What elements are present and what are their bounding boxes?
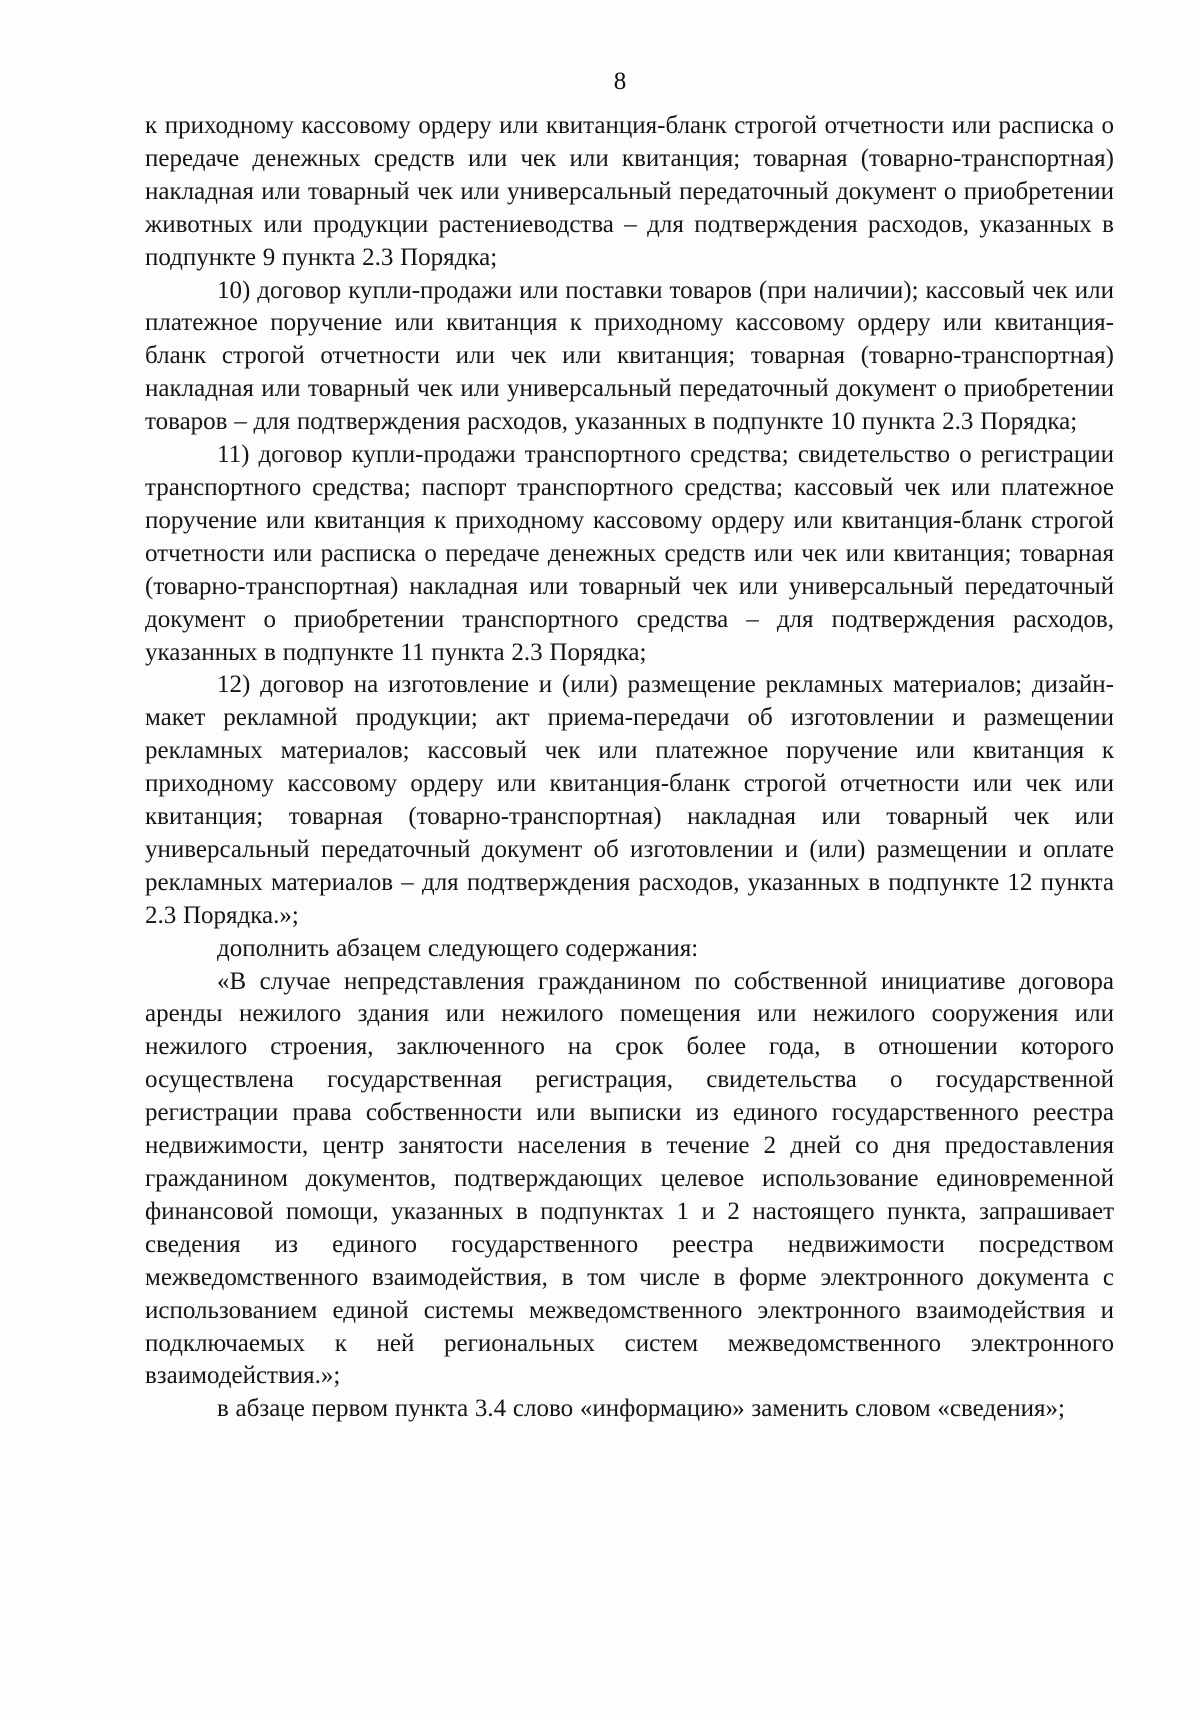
page-number: 8 [613, 68, 627, 95]
document-body [145, 110, 1114, 1426]
paragraph-amendment-intro: дополнить абзацем следующего содержания: [217, 934, 699, 962]
paragraph-point-3-4: в абзаце первом пункта 3.4 слово «информацию» заменить словом «сведения»; [217, 1395, 1065, 1423]
paragraph-continuation: к приходному кассовому ордеру или квитанция-бланк строгой отчетности или расписка о передаче денежных средств или чек или квитанция; товарная (товарно-транспортная) накладная или товарный чек или универсальный передаточный документ о приобретении животных или продукции растениеводства – для подтверждения расходов, указанных в подпункте 9 пункта 2.3 Порядка; [145, 112, 1114, 271]
paragraph-item-10: 10) договор купли-продажи или поставки товаров (при наличии); кассовый чек или платежное поручение или квитанция к приходному кассовому ордеру или квитанция-бланк строгой отчетности или чек или квитанция; товарная (товарно-транспортная) накладная или товарный чек или универсальный передаточный документ о приобретении товаров – для подтверждения расходов, указанных в подпункте 10 пункта 2.3 Порядка; [145, 276, 1114, 436]
paragraph-item-12: 12) договор на изготовление и (или) размещение рекламных материалов; дизайн-макет рекламной продукции; акт приема-передачи об изготовлении и размещении рекламных материалов; кассовый чек или платежное поручение или квитанция к приходному кассовому ордеру или квитанция-бланк строгой отчетности или чек или квитанция; товарная (товарно-транспортная) накладная или товарный чек или универсальный передаточный документ об изготовлении и (или) размещении и оплате рекламных материалов – для подтверждения расходов, указанных в подпункте 12 пункта 2.3 Порядка.»; [145, 671, 1114, 929]
paragraph-amendment-text: «В случае непредставления гражданином по собственной инициативе договора аренды нежилого здания или нежилого помещения или нежилого сооружения или нежилого строения, заключенного на срок более года, в отношении которого осуществлена государственная регистрация, свидетельства о государственной регистрации права собственности или выписки из единого государственного реестра недвижимости, центр занятости населения в течение 2 дней со дня предоставления гражданином документов, подтверждающих целевое использование единовременной финансовой помощи, указанных в подпунктах 1 и 2 настоящего пункта, запрашивает сведения из единого государственного реестра недвижимости посредством межведомственного взаимодействия, в том числе в форме электронного документа с использованием единой системы межведомственного электронного взаимодействия и подключаемых к ней региональных систем межведомственного электронного взаимодействия.»; [145, 967, 1114, 1390]
paragraph-item-11: 11) договор купли-продажи транспортного средства; свидетельство о регистрации транспортного средства; паспорт транспортного средства; кассовый чек или платежное поручение или квитанция к приходному кассовому ордеру или квитанция-бланк строгой отчетности или расписка о передаче денежных средств или чек или квитанция; товарная (товарно-транспортная) накладная или товарный чек или универсальный передаточный документ о приобретении транспортного средства – для подтверждения расходов, указанных в подпункте 11 пункта 2.3 Порядка; [145, 441, 1114, 666]
